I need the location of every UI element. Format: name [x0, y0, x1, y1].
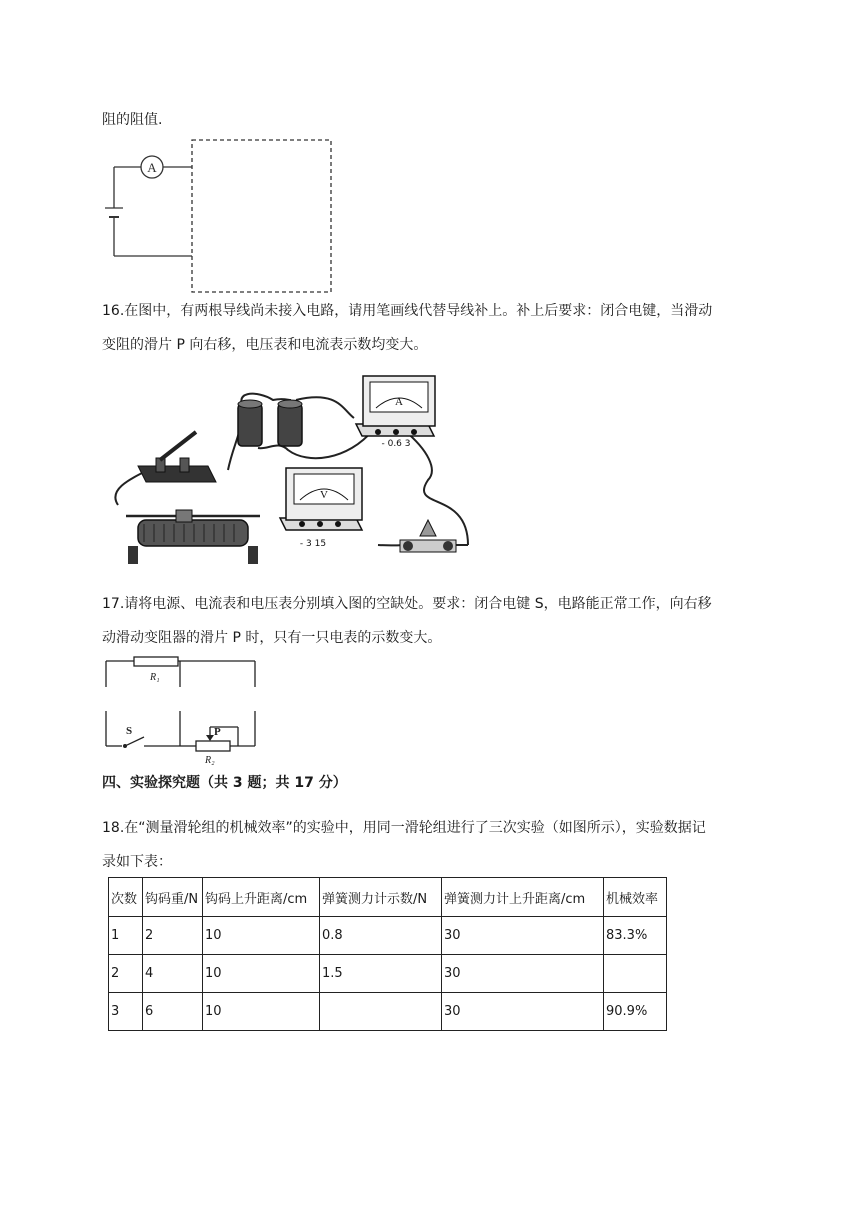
table-cell [320, 993, 442, 1031]
table-cell: 30 [442, 993, 604, 1031]
battery-1-icon [238, 400, 262, 446]
table-cell: 83.3% [604, 917, 667, 955]
table-header-cell: 弹簧测力计示数/N [320, 878, 442, 917]
figure-15-circuit [105, 135, 345, 300]
battery-2-icon [278, 400, 302, 446]
question-18-line-2: 录如下表： [102, 854, 172, 870]
table-cell: 1 [109, 917, 143, 955]
r1-resistor [134, 657, 178, 666]
question-17-line-1: 17.请将电源、电流表和电压表分别填入图的空缺处。要求：闭合电键 S，电路能正常工作，向右移 [102, 596, 712, 612]
table-cell: 1.5 [320, 955, 442, 993]
ammeter-scale: - 0.6 3 [381, 439, 411, 449]
r1-label: R₁ [150, 672, 160, 683]
slider-label: P [214, 726, 221, 738]
r2-label: R₂ [205, 755, 215, 766]
table-row [109, 955, 667, 993]
r2-rheostat [196, 741, 230, 751]
table-cell [604, 955, 667, 993]
switch-blade [125, 737, 144, 746]
question-16-line-1: 16.在图中，有两根导线尚未接入电路，请用笔画线代替导线补上。补上后要求：闭合电键，当滑动 [102, 303, 713, 319]
table-cell: 30 [442, 917, 604, 955]
table-header-cell: 钩码上升距离/cm [203, 878, 320, 917]
table-cell: 2 [143, 917, 203, 955]
table-header-cell: 弹簧测力计上升距离/cm [442, 878, 604, 917]
table-cell: 2 [109, 955, 143, 993]
table-cell: 10 [203, 993, 320, 1031]
table-cell: 90.9% [604, 993, 667, 1031]
table-row [109, 917, 667, 955]
table-cell: 10 [203, 917, 320, 955]
ammeter-device-icon [356, 376, 435, 449]
switch-label: S [126, 725, 133, 737]
figure-16-apparatus [108, 370, 478, 570]
table-header-row [109, 878, 667, 917]
rheostat-icon [126, 510, 260, 564]
voltmeter-device-label: V [320, 489, 328, 501]
ammeter-label: A [147, 160, 157, 175]
ammeter-device-label: A [395, 396, 403, 408]
figure-17-circuit [104, 657, 264, 767]
question-17-line-2: 动滑动变阻器的滑片 P 时，只有一只电表的示数变大。 [102, 630, 442, 646]
table-header-cell: 钩码重/N [143, 878, 203, 917]
question-18-line-1: 18.在“测量滑轮组的机械效率”的实验中，用同一滑轮组进行了三次实验（如图所示），实验数据记 [102, 820, 706, 836]
table-cell: 6 [143, 993, 203, 1031]
voltmeter-device-icon [280, 468, 362, 549]
question-16-line-2: 变阻的滑片 P 向右移，电压表和电流表示数均变大。 [102, 337, 428, 353]
table-cell: 30 [442, 955, 604, 993]
table-cell: 4 [143, 955, 203, 993]
voltmeter-scale: - 3 15 [299, 539, 327, 549]
table-cell: 10 [203, 955, 320, 993]
table-cell: 0.8 [320, 917, 442, 955]
section-4-heading: 四、实验探究题（共 3 题；共 17 分） [102, 775, 347, 791]
table-header-cell: 次数 [109, 878, 143, 917]
table-cell: 3 [109, 993, 143, 1031]
bulb-holder-icon [400, 520, 456, 552]
switch-knife-icon [138, 432, 216, 482]
question-15-tail: 阻的阻值. [102, 112, 163, 128]
table-header-cell: 机械效率 [604, 878, 667, 917]
table-row [109, 993, 667, 1031]
experiment-data-table [108, 877, 667, 1031]
